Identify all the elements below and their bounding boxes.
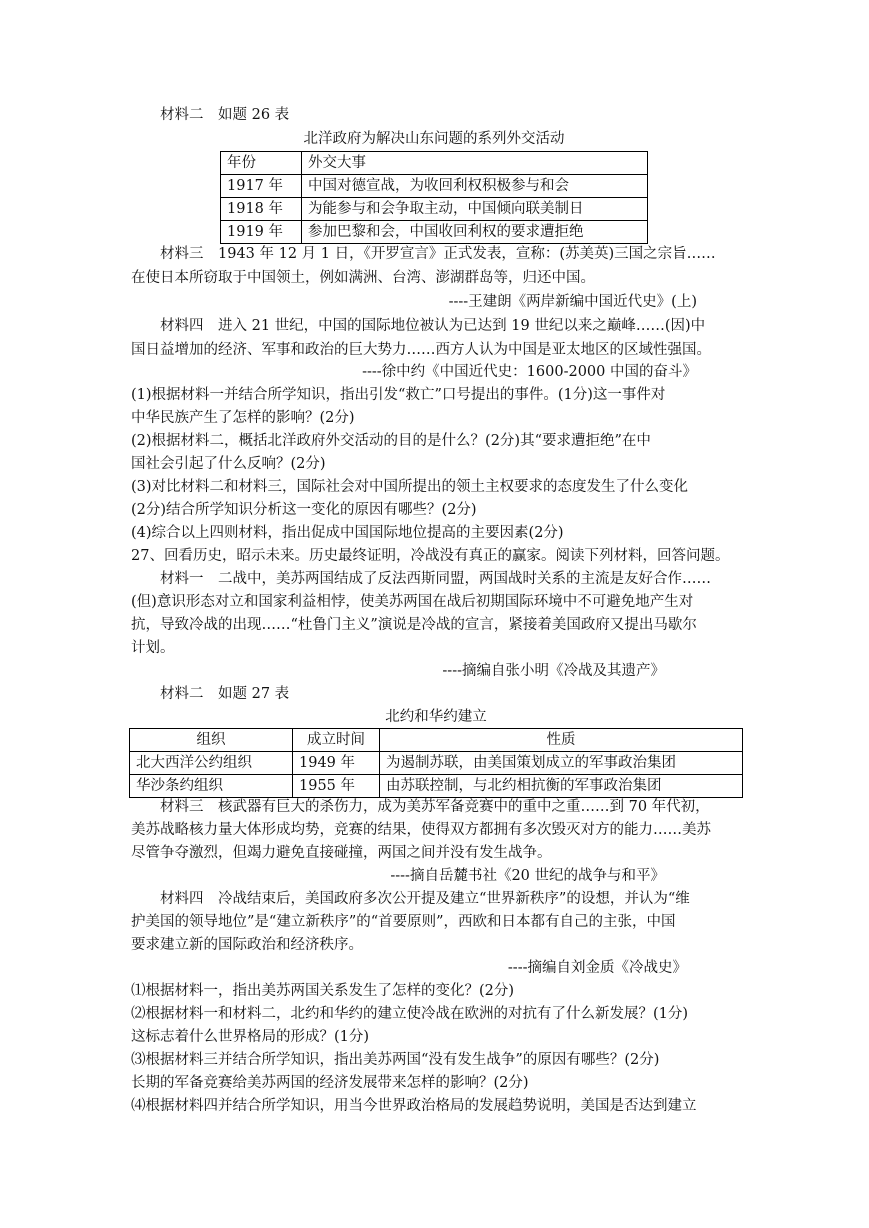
table-cell: 1955 年 — [293, 775, 380, 798]
table-cell: 为能参与和会争取主动，中国倾向联美制日 — [302, 198, 648, 221]
q27-material1-line: (但)意识形态对立和国家利益相悖，使美苏两国在战后初期国际环境中不可避免地产生对 — [131, 594, 694, 610]
table-cell: 中国对德宣战，为收回利权积极参与和会 — [302, 175, 648, 198]
q27-question-2: ⑵根据材料一和材料二，北约和华约的建立使冷战在欧洲的对抗有了什么新发展？(1分) — [131, 1006, 689, 1022]
table-cell: 参加巴黎和会，中国收回利权的要求遭拒绝 — [302, 221, 648, 244]
q26-question-1: (1)根据材料一并结合所学知识，指出引发“救亡”口号提出的事件。(1分)这一事件对 — [131, 387, 666, 403]
table-cell: 1919 年 — [221, 221, 302, 244]
q27-material1-line: 计划。 — [131, 640, 175, 656]
q27-material4-line: 护美国的领导地位”是“建立新秩序”的“首要原则”，西欧和日本都有自己的主张，中国 — [131, 914, 676, 930]
q27-material4-line: 要求建立新的国际政治和经济秩序。 — [131, 937, 363, 953]
q26-question-2-cont: 国社会引起了什么反响？(2分) — [131, 456, 326, 472]
table-cell: 为遏制苏联，由美国策划成立的军事政治集团 — [380, 752, 743, 775]
table-cell: 1918 年 — [221, 198, 302, 221]
q27-question-1: ⑴根据材料一，指出美苏两国关系发生了怎样的变化？(2分) — [131, 983, 515, 999]
q26-table — [220, 151, 648, 244]
q26-question-3-cont: (2分)结合所学知识分析这一变化的原因有哪些？(2分) — [131, 502, 477, 518]
table-row — [221, 175, 648, 198]
q27-question-3-cont: 长期的军备竞赛给美苏两国的经济发展带来怎样的影响？(2分) — [131, 1075, 529, 1091]
q26-table-title: 北洋政府为解决山东问题的系列外交活动 — [303, 131, 565, 147]
q27-material4-source: ----摘编自刘金质《冷战史》 — [507, 960, 687, 976]
q26-material4-source: ----徐中约《中国近代史：1600-2000 中国的奋斗》 — [362, 364, 697, 380]
table-row — [130, 752, 743, 775]
q26-material4-line: 国日益增加的经济、军事和政治的巨大势力……西方人认为中国是亚太地区的区域性强国。 — [131, 342, 711, 358]
table-cell: 华沙条约组织 — [130, 775, 293, 798]
table-header-row — [221, 152, 648, 175]
q26-material3-source: ----王建朗《两岸新编中国近代史》(上) — [448, 294, 697, 310]
q27-material1-line: 材料一 二战中，美苏两国结成了反法西斯同盟，两国战时关系的主流是友好合作…… — [160, 571, 711, 587]
q26-material3-line: 材料三 1943 年 12 月 1 日，《开罗宣言》正式发表，宣称：(苏美英)三国之宗旨…… — [160, 246, 716, 262]
q26-material2-intro: 材料二 如题 26 表 — [160, 107, 290, 123]
q27-table-title: 北约和华约建立 — [385, 709, 487, 725]
table-header-row — [130, 729, 743, 752]
table-cell: 由苏联控制，与北约相抗衡的军事政治集团 — [380, 775, 743, 798]
table-header-cell: 成立时间 — [293, 729, 380, 752]
q27-table — [129, 728, 743, 798]
q27-material2-intro: 材料二 如题 27 表 — [160, 686, 290, 702]
q27-material3-source: ----摘自岳麓书社《20 世纪的战争与和平》 — [390, 868, 665, 884]
q27-material3-line: 尽管争夺激烈，但竭力避免直接碰撞，两国之间并没有发生战争。 — [131, 845, 552, 861]
table-header-cell: 年份 — [221, 152, 302, 175]
table-header-cell: 组织 — [130, 729, 293, 752]
q27-material3-line: 美苏战略核力量大体形成均势，竞赛的结果，使得双方都拥有多次毁灭对方的能力……美苏 — [131, 822, 711, 838]
q27-question-4: ⑷根据材料四并结合所学知识，用当今世界政治格局的发展趋势说明，美国是否达到建立 — [131, 1098, 697, 1114]
table-row — [221, 221, 648, 244]
table-cell: 北大西洋公约组织 — [130, 752, 293, 775]
table-header-cell: 性质 — [380, 729, 743, 752]
q27-stem: 27、回看历史，昭示未来。历史最终证明，冷战没有真正的赢家。阅读下列材料，回答问题。 — [131, 548, 730, 564]
table-cell: 1917 年 — [221, 175, 302, 198]
table-row — [221, 198, 648, 221]
q26-question-3: (3)对比材料二和材料三，国际社会对中国所提出的领土主权要求的态度发生了什么变化 — [131, 479, 689, 495]
q27-material4-line: 材料四 冷战结束后，美国政府多次公开提及建立“世界新秩序”的设想，并认为“维 — [160, 891, 690, 907]
q26-material3-line: 在使日本所窃取于中国领土，例如满洲、台湾、澎湖群岛等，归还中国。 — [131, 270, 595, 286]
q27-question-2-cont: 这标志着什么世界格局的形成？(1分) — [131, 1029, 370, 1045]
q27-question-3: ⑶根据材料三并结合所学知识，指出美苏两国“没有发生战争”的原因有哪些？(2分) — [131, 1052, 660, 1068]
q26-question-1-cont: 中华民族产生了怎样的影响？(2分) — [131, 410, 355, 426]
q27-material3-line: 材料三 核武器有巨大的杀伤力，成为美苏军备竞赛中的重中之重……到 70 年代初， — [160, 799, 710, 815]
table-header-cell: 外交大事 — [302, 152, 648, 175]
q27-material1-line: 抗，导致冷战的出现……“杜鲁门主义”演说是冷战的宣言，紧接着美国政府又提出马歇尔 — [131, 617, 697, 633]
table-row — [130, 775, 743, 798]
q26-question-2: (2)根据材料二，概括北洋政府外交活动的目的是什么？(2分)其“要求遭拒绝”在中 — [131, 433, 651, 449]
q26-material4-line: 材料四 进入 21 世纪，中国的国际地位被认为已达到 19 世纪以来之巅峰……(因)中 — [160, 318, 706, 334]
table-cell: 1949 年 — [293, 752, 380, 775]
q27-material1-source: ----摘编自张小明《冷战及其遗产》 — [442, 663, 665, 679]
q26-question-4: (4)综合以上四则材料，指出促成中国国际地位提高的主要因素(2分) — [131, 525, 564, 541]
